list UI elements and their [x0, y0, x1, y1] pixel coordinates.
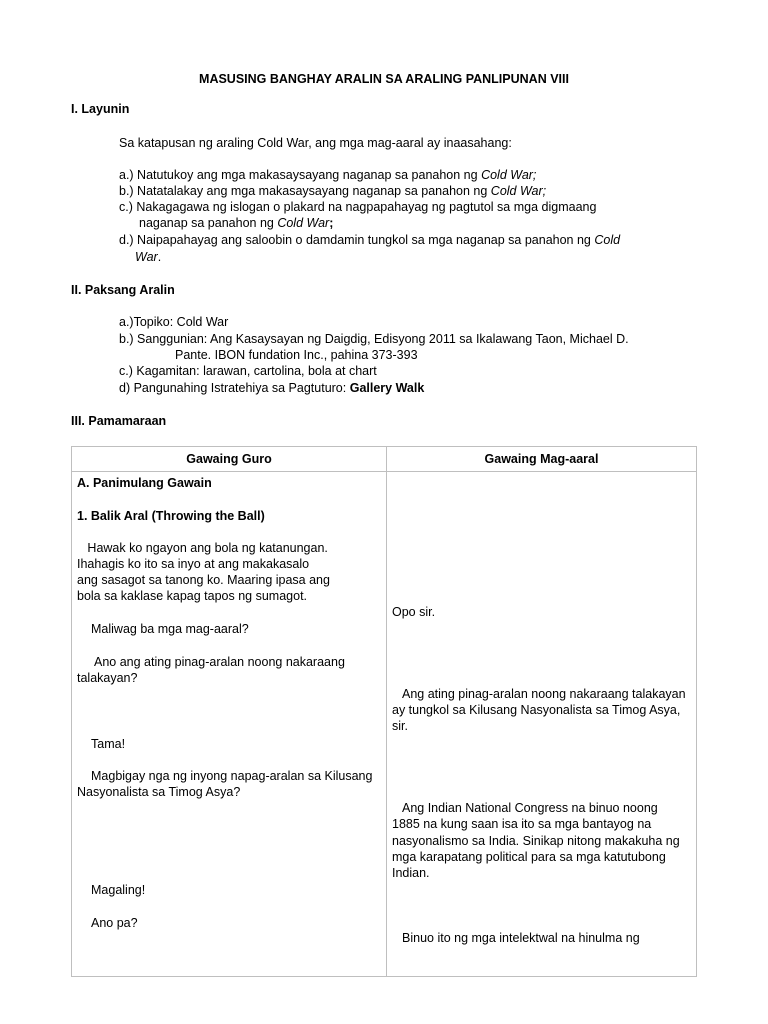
student-line: Opo sir.: [392, 605, 436, 619]
teacher-line: bola sa kaklase kapag tapos ng sumagot.: [77, 589, 308, 603]
objective-c-italic: Cold War: [277, 216, 330, 230]
teacher-line: Ano ang ating pinag-aralan noong nakaraang: [94, 655, 345, 669]
lesson-procedure-table: [71, 446, 697, 977]
materials: c.) Kagamitan: larawan, cartolina, bola at chart: [119, 364, 377, 378]
objective-d-line1: [119, 232, 620, 248]
teacher-line: A. Panimulang Gawain: [77, 476, 212, 490]
objective-b-italic: Cold War;: [490, 184, 547, 198]
objective-c-line2: [139, 215, 333, 231]
student-line: Ang Indian National Congress na binuo noong: [402, 801, 658, 815]
topic: a.)Topiko: Cold War: [119, 315, 229, 329]
student-line: nasyonalismo sa India. Sinikap nitong makakuha ng: [392, 834, 680, 848]
teacher-line: Tama!: [91, 737, 126, 751]
table-header-row: [72, 447, 697, 472]
teacher-activity-cell: [72, 472, 387, 977]
objective-d-line2: [135, 249, 161, 265]
strategy: [119, 380, 424, 396]
objective-a-italic: Cold War;: [481, 168, 537, 182]
teacher-line: Ihahagis ko ito sa inyo at ang makakasalo: [77, 557, 310, 571]
teacher-line: Hawak ko ngayon ang bola ng katanungan.: [77, 541, 328, 555]
teacher-line: Magaling!: [91, 883, 146, 897]
teacher-line: Maliwag ba mga mag-aaral?: [91, 622, 249, 636]
teacher-line: Magbigay nga ng inyong napag-aralan sa Kilusang: [91, 769, 373, 783]
objective-a: [119, 167, 536, 183]
student-line: Indian.: [392, 866, 430, 880]
student-line: sir.: [392, 719, 408, 733]
objective-d-italic-2: War: [135, 250, 158, 264]
section-paksang-aralin-heading: II. Paksang Aralin: [71, 283, 175, 297]
header-gawaing-mag-aaral: Gawaing Mag-aaral: [387, 447, 697, 472]
student-line: Ang ating pinag-aralan noong nakaraang talakayan: [402, 687, 686, 701]
objective-b-text: b.) Natatalakay ang mga makasaysayang naganap sa panahon ng: [119, 184, 491, 198]
objective-c-text: naganap sa panahon ng: [139, 216, 278, 230]
layunin-intro: Sa katapusan ng araling Cold War, ang mga mag-aaral ay inaasahang:: [119, 136, 512, 150]
teacher-line: Ano pa?: [91, 916, 138, 930]
objective-b: [119, 183, 546, 199]
objective-c-end: ;: [329, 216, 334, 230]
student-line: Binuo ito ng mga intelektwal na hinulma ng: [402, 931, 640, 945]
teacher-line: talakayan?: [77, 671, 138, 685]
table-row: [72, 472, 697, 977]
objective-d-end: .: [157, 250, 162, 264]
objective-c-line1: c.) Nakagagawa ng islogan o plakard na nagpapahayag ng pagtutol sa mga digmaang: [119, 200, 597, 214]
header-gawaing-guro: Gawaing Guro: [72, 447, 387, 472]
section-pamamaraan-heading: III. Pamamaraan: [71, 414, 167, 428]
reference-line2: Pante. IBON fundation Inc., pahina 373-393: [175, 348, 418, 362]
student-line: ay tungkol sa Kilusang Nasyonalista sa Timog Asya,: [392, 703, 681, 717]
teacher-line: ang sasagot sa tanong ko. Maaring ipasa ang: [77, 573, 330, 587]
page-title: MASUSING BANGHAY ARALIN SA ARALING PANLIPUNAN VIII: [199, 72, 569, 86]
objective-a-text: a.) Natutukoy ang mga makasaysayang naganap sa panahon ng: [119, 168, 482, 182]
student-line: mga karapatang political para sa mga katutubong: [392, 850, 666, 864]
student-activity-cell: [387, 472, 697, 977]
teacher-line: Nasyonalista sa Timog Asya?: [77, 785, 241, 799]
strategy-text: d) Pangunahing Istratehiya sa Pagtuturo:: [119, 381, 350, 395]
objective-d-text: d.) Naipapahayag ang saloobin o damdamin tungkol sa mga naganap sa panahon ng: [119, 233, 595, 247]
objective-d-italic: Cold: [594, 233, 621, 247]
teacher-line: 1. Balik Aral (Throwing the Ball): [77, 509, 265, 523]
reference-line1: b.) Sanggunian: Ang Kasaysayan ng Daigdig, Edisyong 2011 sa Ikalawang Taon, Michael D.: [119, 332, 629, 346]
strategy-bold: Gallery Walk: [349, 381, 425, 395]
student-line: 1885 na kung saan isa ito sa mga bantayog na: [392, 817, 652, 831]
section-layunin-heading: I. Layunin: [71, 102, 130, 116]
